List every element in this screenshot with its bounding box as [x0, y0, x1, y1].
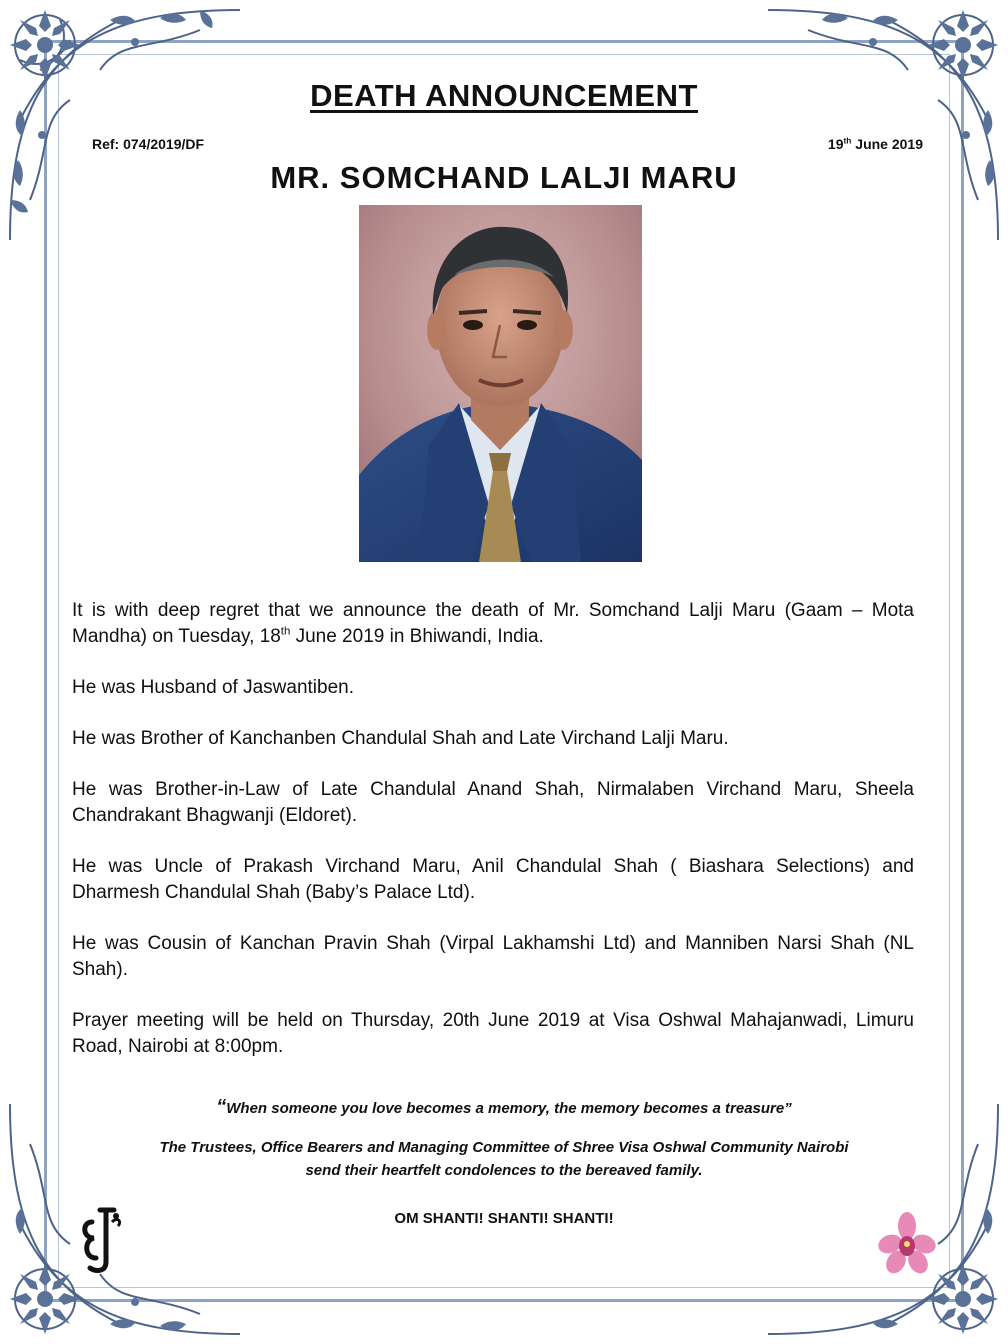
date-rest: June 2019 [851, 136, 923, 152]
paragraph-prayer-meeting: Prayer meeting will be held on Thursday, 20th June 2019 at Visa Oshwal Mahajanwadi, Limuru Road, Nairobi at 8:00pm. [72, 1010, 914, 1057]
reference-number: Ref: 074/2019/DF [92, 136, 205, 152]
announcement-body [72, 598, 914, 1085]
floral-corner-top-left-icon [0, 0, 250, 250]
om-shanti: OM SHANTI! SHANTI! SHANTI! [394, 1210, 614, 1227]
announcement-date [828, 136, 923, 152]
condolence-message [0, 1136, 1008, 1182]
paragraph-cousin: He was Cousin of Kanchan Pravin Shah (Virpal Lakhamshi Ltd) and Manniben Narsi Shah (NL Shah). [72, 933, 914, 980]
memorial-quote [0, 1096, 1008, 1120]
closing-section [0, 1096, 1008, 1182]
jain-symbol-icon [80, 1202, 124, 1276]
paragraph-brother: He was Brother of Kanchanben Chandulal Shah and Late Virchand Lalji Maru. [72, 728, 729, 749]
condolence-line-1: The Trustees, Office Bearers and Managing Committee of Shree Visa Oshwal Community Nairobi [159, 1139, 849, 1156]
p1-sup: th [280, 625, 291, 638]
quote-text: When someone you love becomes a memory, the memory becomes a treasure” [226, 1100, 792, 1117]
paragraph-brother-in-law: He was Brother-in-Law of Late Chandulal Anand Shah, Nirmalaben Virchand Maru, Sheela Chandrakant Bhagwanji (Eldoret). [72, 779, 914, 826]
p1-text-b: June 2019 in Bhiwandi, India. [290, 626, 544, 647]
date-day: 19 [827, 136, 844, 152]
paragraph-death-notice [72, 598, 914, 650]
paragraph-husband: He was Husband of Jaswantiben. [72, 677, 354, 698]
floral-corner-top-right-icon [758, 0, 1008, 250]
orchid-flower-icon [878, 1212, 936, 1276]
condolence-line-2: send their heartfelt condolences to the bereaved family. [305, 1162, 703, 1179]
p1-text-a: It is with deep regret that we announce the death of Mr. Somchand Lalji Maru (Gaam – Mota Mandha) on Tuesday, 18 [72, 600, 914, 647]
quote-open-mark: “ [216, 1096, 227, 1118]
paragraph-uncle: He was Uncle of Prakash Virchand Maru, Anil Chandulal Shah ( Biashara Selections) and Dharmesh Chandulal Shah (Baby’s Palace Ltd). [72, 856, 914, 903]
page-title: DEATH ANNOUNCEMENT [310, 78, 698, 113]
date-suffix: th [843, 135, 852, 146]
deceased-name: MR. SOMCHAND LALJI MARU [270, 160, 738, 195]
portrait-photo [359, 205, 642, 562]
